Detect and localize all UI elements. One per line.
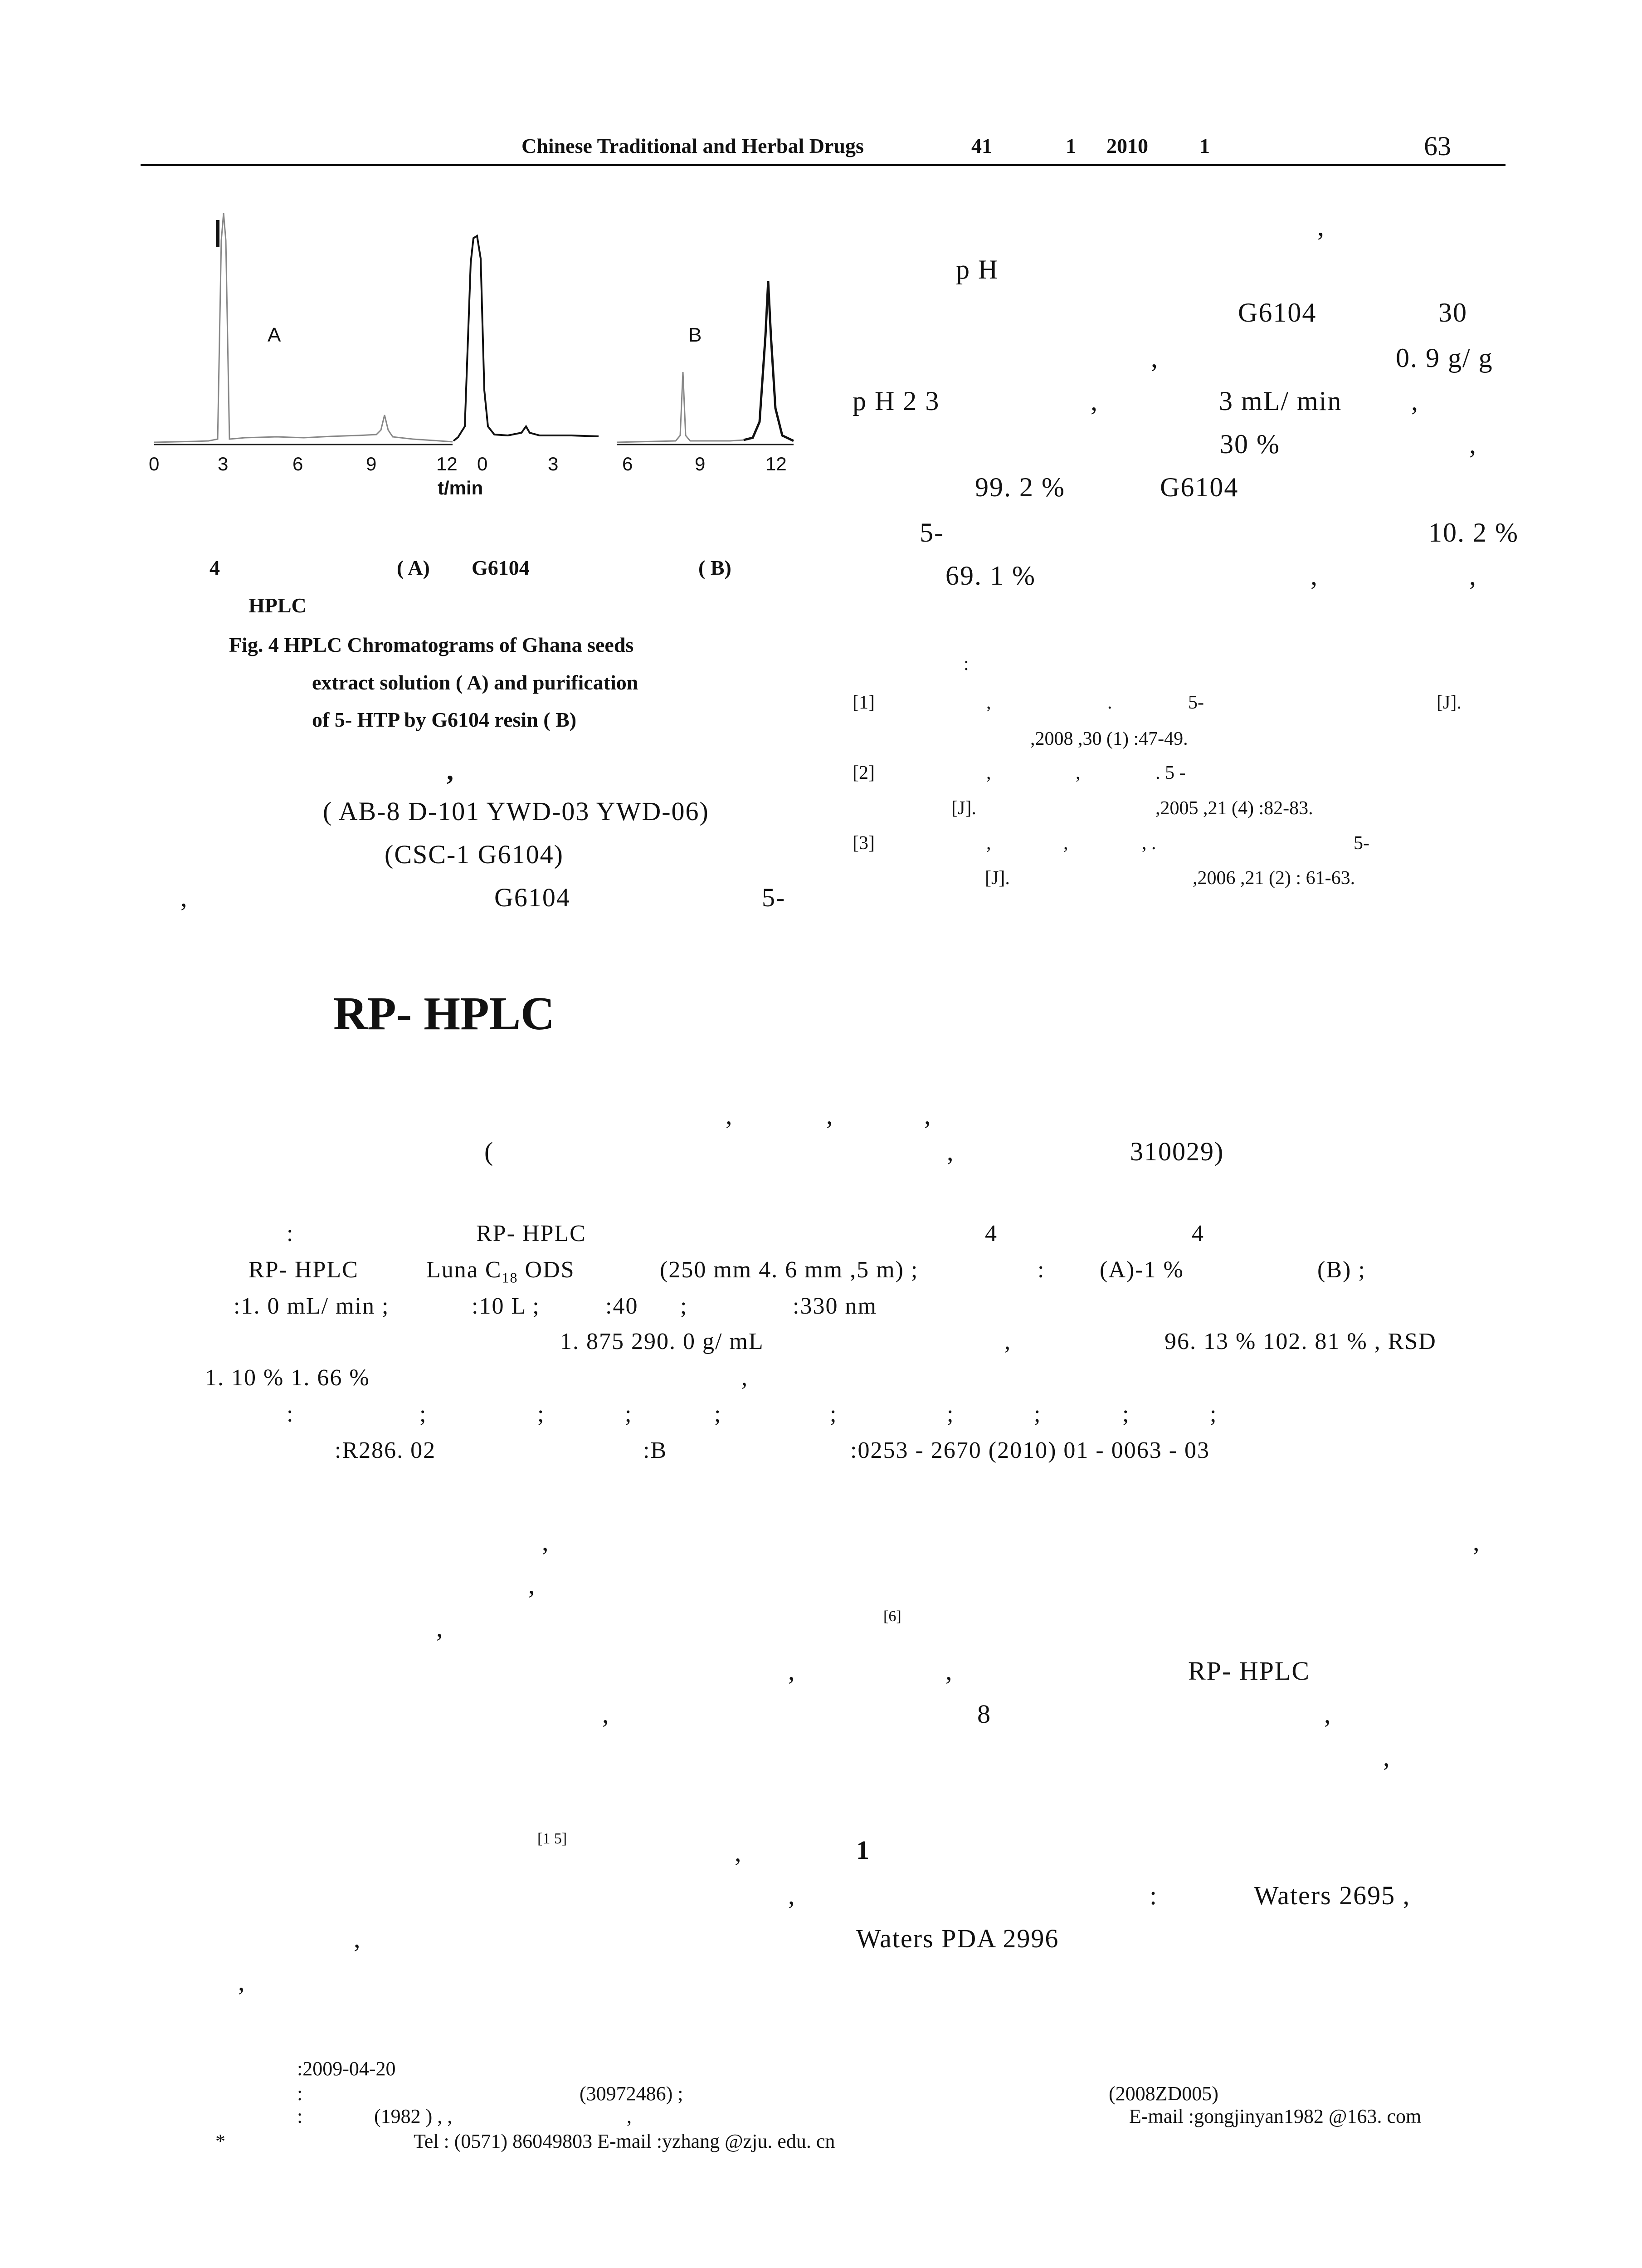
author-comma-3: , bbox=[924, 1100, 931, 1130]
caption-en-line3: of 5- HTP by G6104 resin ( B) bbox=[312, 708, 577, 731]
abstract-l4c: 96. 13 % 102. 81 % , RSD bbox=[1165, 1329, 1437, 1354]
intro-comma-3: , bbox=[528, 1570, 536, 1599]
left-resin-name: G6104 bbox=[494, 883, 570, 912]
panel-b-label: B bbox=[688, 324, 702, 346]
ref-1-d: [J]. bbox=[1437, 692, 1462, 713]
tick-b-9: 9 bbox=[695, 453, 706, 474]
ref-2-number: [2] bbox=[853, 763, 875, 783]
keyword-sep-5: ; bbox=[830, 1401, 838, 1427]
intro-comma-6: , bbox=[945, 1656, 953, 1686]
ref-3-number: [3] bbox=[853, 833, 875, 854]
intro-comma-7: , bbox=[602, 1699, 610, 1729]
abstract-l1b: RP- HPLC bbox=[476, 1221, 586, 1246]
abstract-l4b: , bbox=[1004, 1329, 1011, 1354]
header-rule bbox=[141, 164, 1506, 166]
document-code: :B bbox=[643, 1437, 668, 1463]
issue-number: 1 bbox=[1066, 134, 1076, 157]
intro-comma-9: , bbox=[1383, 1742, 1391, 1772]
affiliation-comma: , bbox=[947, 1137, 955, 1166]
abstract-l1c: 4 bbox=[985, 1221, 998, 1246]
right-l4b: 0. 9 g/ g bbox=[1396, 343, 1493, 373]
footnote-fund-2: (2008ZD005) bbox=[1109, 2082, 1218, 2105]
footnote-bio: (1982 ) , , bbox=[374, 2105, 453, 2127]
panel-a-label: A bbox=[268, 324, 281, 346]
abstract-l2a: RP- HPLC bbox=[248, 1257, 359, 1283]
panel-b-main-peak bbox=[744, 281, 794, 441]
abstract-l3a: :1. 0 mL/ min ; bbox=[234, 1293, 390, 1319]
chromatogram-a bbox=[154, 213, 599, 445]
right-l9a: 69. 1 % bbox=[945, 561, 1036, 591]
left-htp: 5- bbox=[762, 883, 786, 912]
year: 2010 bbox=[1106, 134, 1148, 157]
abstract-l2e: : bbox=[1038, 1257, 1045, 1283]
abstract-l2b bbox=[426, 1256, 575, 1286]
abstract-l5b: , bbox=[741, 1365, 748, 1391]
caption-cn-b: ( B) bbox=[698, 556, 731, 579]
footnote-bio-email: E-mail :gongjinyan1982 @163. com bbox=[1129, 2105, 1422, 2127]
chromatogram-figure bbox=[141, 209, 803, 508]
ref-1-e: ,2008 ,30 (1) :47-49. bbox=[1030, 728, 1188, 749]
panel-b-baseline bbox=[617, 372, 744, 442]
references-label-colon: : bbox=[964, 654, 969, 675]
right-l2: p H bbox=[956, 254, 999, 284]
intro-waters-pda: Waters PDA 2996 bbox=[856, 1924, 1059, 1953]
right-l5c: 3 mL/ min bbox=[1219, 386, 1342, 416]
intro-comma-8: , bbox=[1324, 1699, 1332, 1729]
right-l8b: 10. 2 % bbox=[1428, 518, 1519, 547]
caption-cn-number: 4 bbox=[210, 556, 220, 579]
left-resins-line-1: ( AB-8 D-101 YWD-03 YWD-06) bbox=[323, 797, 709, 826]
footnote-received: :2009-04-20 bbox=[297, 2058, 396, 2080]
tick-b-0: 0 bbox=[477, 453, 488, 474]
footnote-fund-label: : bbox=[297, 2082, 303, 2105]
footnote-star: * bbox=[215, 2130, 225, 2152]
keyword-sep-1: ; bbox=[419, 1401, 427, 1427]
right-l5d: , bbox=[1411, 386, 1419, 416]
intro-comma-10: , bbox=[735, 1838, 742, 1867]
ref-3-f: ,2006 ,21 (2) : 61-63. bbox=[1193, 868, 1355, 889]
keyword-sep-8: ; bbox=[1122, 1401, 1130, 1427]
journal-title: Chinese Traditional and Herbal Drugs bbox=[521, 134, 864, 157]
left-comma-1: , bbox=[447, 756, 454, 786]
abstract-l3d: ; bbox=[680, 1293, 688, 1319]
footnote-tel: Tel : (0571) 86049803 E-mail :yzhang @zju. edu. cn bbox=[414, 2130, 835, 2152]
right-l6a: 30 % bbox=[1220, 429, 1280, 459]
caption-cn-a: ( A) bbox=[397, 556, 430, 579]
right-l8a: 5- bbox=[920, 518, 944, 547]
intro-colon: : bbox=[1150, 1881, 1158, 1910]
keyword-sep-7: ; bbox=[1034, 1401, 1042, 1427]
month: 1 bbox=[1199, 134, 1210, 157]
intro-comma-5: , bbox=[788, 1656, 796, 1686]
intro-ref-1-5: [1 5] bbox=[537, 1830, 567, 1847]
page-number: 63 bbox=[1424, 131, 1451, 161]
keyword-sep-9: ; bbox=[1210, 1401, 1218, 1427]
intro-comma-11: , bbox=[788, 1881, 796, 1910]
section-1-heading: 1 bbox=[856, 1835, 870, 1865]
ref-3-d: 5- bbox=[1354, 833, 1369, 854]
ref-1-number: [1] bbox=[853, 692, 875, 713]
abstract-l5a: 1. 10 % 1. 66 % bbox=[205, 1365, 370, 1391]
abstract-l1d: 4 bbox=[1192, 1221, 1204, 1246]
right-l3a: G6104 bbox=[1238, 298, 1317, 327]
abstract-l2b-text: Luna C bbox=[426, 1257, 502, 1283]
article-id: :0253 - 2670 (2010) 01 - 0063 - 03 bbox=[850, 1437, 1210, 1463]
right-l6b: , bbox=[1469, 429, 1477, 459]
classification-number: :R286. 02 bbox=[335, 1437, 436, 1463]
footnote-fund-1: (30972486) ; bbox=[580, 2082, 683, 2105]
right-l9b: , bbox=[1311, 561, 1318, 591]
caption-cn-line2: HPLC bbox=[248, 594, 307, 617]
intro-comma-12: , bbox=[354, 1924, 361, 1953]
chromatogram-b bbox=[617, 281, 794, 445]
ref-3-e: [J]. bbox=[985, 868, 1010, 889]
intro-comma-4: , bbox=[436, 1613, 444, 1642]
intro-comma-1: , bbox=[542, 1527, 550, 1556]
intro-waters-2695: Waters 2695 , bbox=[1254, 1881, 1411, 1910]
tick-a-12: 12 bbox=[436, 453, 458, 474]
intro-rp-hplc: RP- HPLC bbox=[1188, 1656, 1311, 1686]
right-l5b: , bbox=[1091, 386, 1098, 416]
abstract-l2b-subscript: 18 bbox=[502, 1269, 518, 1286]
ref-2-e: ,2005 ,21 (4) :82-83. bbox=[1155, 798, 1313, 819]
ref-3-b: , bbox=[1063, 833, 1068, 854]
left-resins-line-2: (CSC-1 G6104) bbox=[385, 840, 564, 869]
ref-2-c: . 5 - bbox=[1155, 763, 1186, 783]
abstract-l3b: :10 L ; bbox=[472, 1293, 540, 1319]
keyword-sep-4: ; bbox=[714, 1401, 722, 1427]
ref-2-a: , bbox=[986, 763, 991, 783]
keyword-sep-3: ; bbox=[625, 1401, 633, 1427]
tick-a-9: 9 bbox=[366, 453, 377, 474]
abstract-l4a: 1. 875 290. 0 g/ mL bbox=[560, 1329, 764, 1354]
ref-2-d: [J]. bbox=[951, 798, 976, 819]
left-comma-2: , bbox=[180, 883, 188, 912]
panel-a-main-peak bbox=[453, 236, 599, 441]
abstract-l2g: (B) ; bbox=[1317, 1257, 1366, 1283]
ref-3-c: , . bbox=[1142, 833, 1156, 854]
ref-1-b: . bbox=[1107, 692, 1112, 713]
intro-comma-13: , bbox=[238, 1967, 246, 1996]
right-l7b: G6104 bbox=[1160, 472, 1239, 502]
ref-1-c: 5- bbox=[1188, 692, 1204, 713]
keyword-sep-6: ; bbox=[947, 1401, 955, 1427]
tick-a-6: 6 bbox=[292, 453, 303, 474]
caption-cn-resin: G6104 bbox=[472, 556, 530, 579]
author-comma-2: , bbox=[826, 1100, 833, 1130]
right-l7a: 99. 2 % bbox=[975, 472, 1065, 502]
abstract-l1a: : bbox=[287, 1221, 294, 1246]
panel-a-baseline bbox=[154, 213, 453, 442]
affiliation-open: ( bbox=[484, 1137, 494, 1166]
abstract-l3c: :40 bbox=[605, 1293, 638, 1319]
ref-2-b: , bbox=[1076, 763, 1081, 783]
tick-a-3: 3 bbox=[218, 453, 229, 474]
caption-en-line1: Fig. 4 HPLC Chromatograms of Ghana seeds bbox=[229, 633, 634, 656]
article-title: RP- HPLC bbox=[333, 987, 555, 1040]
keywords-label: : bbox=[287, 1401, 294, 1427]
abstract-l2d: (250 mm 4. 6 mm ,5 m) ; bbox=[660, 1257, 919, 1283]
tick-b-12: 12 bbox=[765, 453, 787, 474]
right-l3b: 30 bbox=[1438, 298, 1467, 327]
volume-number: 41 bbox=[971, 134, 992, 157]
right-l9c: , bbox=[1469, 561, 1477, 591]
right-l5a: p H 2 3 bbox=[853, 386, 940, 416]
tick-a-0: 0 bbox=[149, 453, 160, 474]
abstract-l2b-ods: ODS bbox=[518, 1257, 575, 1283]
affiliation-postcode: 310029) bbox=[1130, 1137, 1224, 1166]
tick-b-6: 6 bbox=[622, 453, 633, 474]
x-axis-label: t/min bbox=[438, 477, 483, 499]
right-l1: , bbox=[1317, 211, 1325, 241]
keyword-sep-2: ; bbox=[537, 1401, 545, 1427]
right-l4a: , bbox=[1151, 343, 1159, 373]
abstract-l3e: :330 nm bbox=[793, 1293, 877, 1319]
intro-eight: 8 bbox=[977, 1699, 991, 1729]
ref-1-a: , bbox=[986, 692, 991, 713]
intro-comma-2: , bbox=[1473, 1527, 1481, 1556]
intro-ref-6: [6] bbox=[883, 1608, 901, 1625]
author-comma-1: , bbox=[726, 1100, 732, 1130]
ref-3-a: , bbox=[986, 833, 991, 854]
footnote-bio-comma: , bbox=[627, 2105, 632, 2127]
tick-b-3: 3 bbox=[548, 453, 559, 474]
abstract-l2f: (A)-1 % bbox=[1100, 1257, 1184, 1283]
caption-en-line2: extract solution ( A) and purification bbox=[312, 671, 638, 694]
footnote-bio-label: : bbox=[297, 2105, 303, 2127]
